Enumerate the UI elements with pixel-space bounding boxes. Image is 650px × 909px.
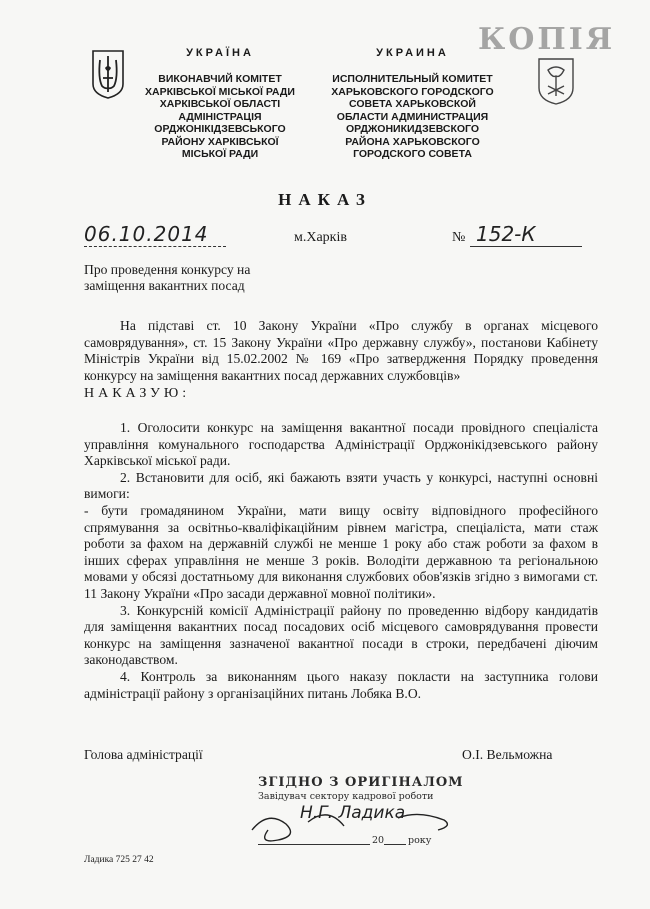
- header-right-org: [325, 73, 500, 161]
- order-item-2: 2. Встановити для осіб, які бажають взяти участь у конкурсі, наступні основні вимоги:: [84, 469, 598, 502]
- order-word: НАКАЗУЮ:: [84, 386, 191, 401]
- header-right-line: РАЙОНА ХАРЬКОВСКОГО: [345, 135, 480, 148]
- number-handwritten: 152-К: [476, 222, 536, 246]
- subject-line: заміщення вакантних посад: [84, 278, 245, 293]
- order-item-3: 3. Конкурсній комісії Адміністрації району по проведенню відбору кандидатів для заміщення вакантних посад посадових осіб місцевого самоврядування провести конкурс на заміщення зазначеної вакантної посади в строки, передбачені діючим законодавством.: [84, 602, 598, 668]
- preamble-text: На підставі ст. 10 Закону України «Про службу в органах місцевого самоврядування», ст. 15 Закону України «Про державну службу», постанови Кабінету Міністрів України від 15.02.2002 № 169 «Про затвердження Порядку проведення конкурсу на заміщення вакантних посад державних службовців»: [84, 318, 598, 383]
- certification-signature-handwritten: Н.Г. Ладика: [300, 803, 406, 823]
- header-left-line: ОРДЖОНІКІДЗЕВСЬКОГО: [154, 123, 286, 135]
- header-right-line: ОРДЖОНИКИДЗЕВСКОГО: [345, 123, 480, 135]
- header-right-line: ОБЛАСТИ АДМИНИСТРАЦИЯ: [336, 110, 489, 123]
- order-item-1: 1. Оголосити конкурс на заміщення вакантної посади провідного спеціаліста управління комунального господарства Адміністрації Орджонікідзевського району Харківської міської ради.: [84, 420, 598, 469]
- header-right-line: ИСПОЛНИТЕЛЬНЫЙ КОМИТЕТ: [332, 73, 493, 85]
- header-left-line: АДМІНІСТРАЦІЯ: [178, 110, 262, 123]
- kharkiv-coat-of-arms-icon: [536, 56, 576, 106]
- order-item-4: 4. Контроль за виконанням цього наказу покласти на заступника голови адміністрації району з організаційних питань Лобяка В.О.: [84, 668, 598, 701]
- signature-name: О.І. Вельможна: [462, 747, 553, 762]
- header-right-line: ГОРОДСКОГО СОВЕТА: [353, 148, 472, 160]
- stamp-year-prefix: 20: [372, 835, 385, 846]
- header-left-country: УКРАЇНА: [186, 47, 254, 59]
- header-left-org: [145, 73, 295, 161]
- signature-title: Голова адміністрації: [84, 747, 203, 762]
- header-right-line: ХАРЬКОВСКОГО ГОРОДСКОГО: [331, 85, 494, 98]
- number-underline: [470, 246, 582, 247]
- date-handwritten: 06.10.2014: [84, 222, 209, 246]
- footer-note: Ладика 725 27 42: [84, 855, 154, 865]
- stamp-year-line: [384, 844, 406, 845]
- date-underline: [84, 246, 226, 247]
- certification-stamp-title: ЗГІДНО З ОРИГІНАЛОМ: [258, 775, 464, 790]
- header-left-line: ХАРКІВСЬКОЇ МІСЬКОЇ РАДИ: [145, 85, 295, 98]
- header-left-line: ХАРКІВСЬКОЇ ОБЛАСТІ: [159, 98, 281, 110]
- doc-title: НАКАЗ: [278, 190, 372, 209]
- header-right-country: УКРАИНА: [376, 47, 449, 59]
- number-prefix: №: [452, 230, 466, 245]
- trident-emblem-icon: [90, 48, 126, 100]
- header-left-line: МІСЬКОЇ РАДИ: [181, 148, 259, 160]
- header-left-line: ВИКОНАВЧИЙ КОМІТЕТ: [158, 73, 282, 85]
- copy-stamp: КОПІЯ: [478, 22, 616, 57]
- subject: [84, 262, 250, 294]
- header-left-line: РАЙОНУ ХАРКІВСЬКОЇ: [161, 135, 279, 148]
- certification-stamp-role: Завідувач сектору кадрової роботи: [258, 791, 434, 802]
- city: м.Харків: [294, 230, 347, 245]
- preamble: [84, 318, 598, 384]
- header-right-line: СОВЕТА ХАРЬКОВСКОЙ: [349, 98, 476, 110]
- order-items: [84, 420, 598, 702]
- requirement-text: - бути громадянином України, мати вищу освіту відповідного професійного спрямування за освітньо-кваліфікаційним рівнем магістра, спеціаліста, мати стаж роботи за фахом на державній службі не менше 1 року або стаж роботи за фахом в інших сферах управління не менше 3 років. Володіти державною та регіональною мовами у обсязі достатньому для виконання службових обов'язків згідно з вимогами ст. 11 Закону України «Про засади державної мовної політики».: [84, 502, 598, 601]
- stamp-year-suffix: року: [408, 835, 432, 846]
- subject-line: Про проведення конкурсу на: [84, 262, 251, 277]
- stamp-date-line: [258, 844, 370, 845]
